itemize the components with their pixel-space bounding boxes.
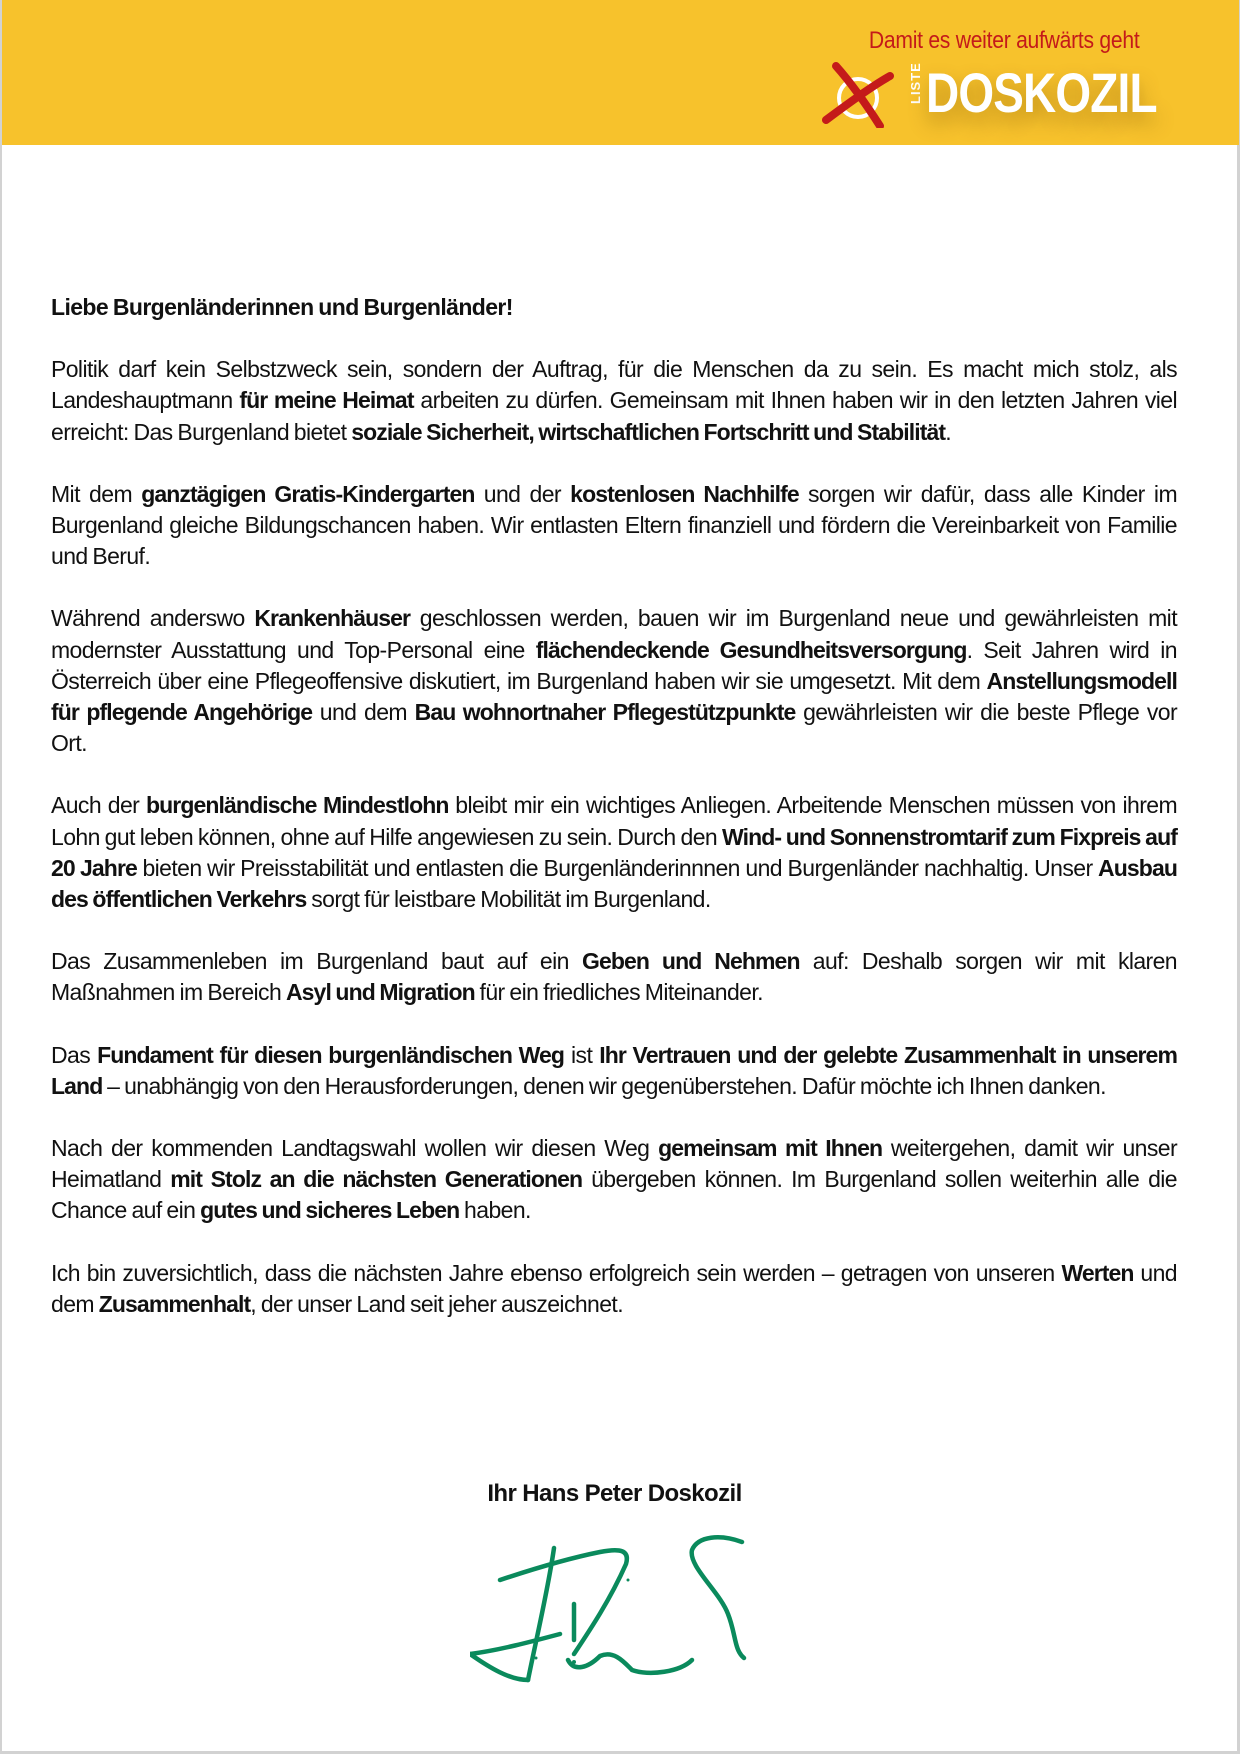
emphasized-text: für meine Heimat: [239, 387, 414, 414]
body-text: übergeben können. Im Burgenland sollen weiterhin alle die Chance auf ein: [51, 1166, 1177, 1224]
body-text: .: [945, 418, 951, 445]
letter-paragraph: [51, 790, 1177, 915]
body-text: haben.: [459, 1197, 531, 1224]
body-text: und dem: [51, 1259, 1177, 1317]
body-text: sorgen wir dafür, dass alle Kinder im Burgenland gleiche Bildungschancen haben. Wir entlasten Eltern finanziell und fördern die Vereinbarkeit von Familie und Beruf.: [51, 480, 1177, 570]
letter-paragraph: [51, 479, 1177, 573]
body-text: Das Zusammenleben im Burgenland baut auf ein: [51, 948, 582, 975]
body-text: – unabhängig von den Herausforderungen, denen wir gegenüberstehen. Dafür möchte ich Ihnen danken.: [102, 1072, 1106, 1099]
body-text: ist: [564, 1041, 600, 1068]
emphasized-text: ganztägigen Gratis-Kindergarten: [141, 480, 475, 507]
body-text: gewährleisten wir die beste Pflege vor Ort.: [51, 699, 1177, 757]
body-text: und der: [474, 480, 571, 507]
logo-prefix: LISTE: [908, 62, 923, 104]
body-text: Mit dem: [51, 480, 142, 507]
logo-name: DOSKOZIL: [926, 61, 1157, 124]
body-text: Auch der: [51, 792, 146, 819]
emphasized-text: Wind- und Sonnenstromtarif zum Fixpreis auf 20 Jahre: [51, 823, 1177, 881]
body-text: geschlossen werden, bauen wir im Burgenland neue und gewährleisten mit modernster Ausstattung und Top-Personal eine: [51, 605, 1177, 663]
header-banner: [2, 0, 1239, 145]
emphasized-text: burgenländische Mindestlohn: [146, 792, 449, 819]
emphasized-text: Anstellungsmodell für pflegende Angehörige: [51, 667, 1177, 726]
body-text: Ich bin zuversichtlich, dass die nächsten Jahre ebenso erfolgreich sein werden – getragen von unseren: [51, 1259, 1062, 1286]
emphasized-text: mit Stolz an die nächsten Generationen: [170, 1166, 583, 1193]
letter-paragraph: [51, 946, 1177, 1008]
emphasized-text: kostenlosen Nachhilfe: [570, 480, 799, 507]
body-text: , der unser Land seit jeher auszeichnet.: [250, 1290, 623, 1317]
ballot-cross-icon: [822, 62, 898, 128]
body-text: auf: Deshalb sorgen wir mit klaren Maßnahmen im Bereich: [51, 948, 1177, 1006]
body-text: . Seit Jahren wird in Österreich über eine Pflegeoffensive diskutiert, im Burgenland haben wir sie umgesetzt. Mit dem: [51, 636, 1177, 694]
body-text: bieten wir Preisstabilität und entlasten die Burgenländerinnnen und Burgenländer nachhaltig. Unser: [136, 854, 1099, 881]
emphasized-text: Krankenhäuser: [254, 605, 411, 632]
letter-paragraph: [51, 1040, 1177, 1102]
letter-paragraph: [51, 354, 1177, 448]
emphasized-text: soziale Sicherheit, wirtschaftlichen Fortschritt und Stabilität: [351, 418, 946, 445]
letter-paragraph: [51, 603, 1177, 759]
body-text: bleibt mir ein wichtiges Anliegen. Arbeitende Menschen müssen von ihrem Lohn gut leben können, ohne auf Hilfe angewiesen zu sein. Durch den: [51, 792, 1178, 850]
emphasized-text: Asyl und Migration: [285, 979, 475, 1006]
body-text: arbeiten zu dürfen. Gemeinsam mit Ihnen haben wir in den letzten Jahren viel erreicht: Das Burgenland bietet: [51, 387, 1177, 445]
emphasized-text: Geben und Nehmen: [581, 948, 800, 975]
emphasized-text: flächendeckende Gesundheitsversorgung: [535, 636, 967, 663]
emphasized-text: Bau wohnortnaher Pflegestützpunkte: [414, 699, 796, 726]
emphasized-text: Ausbau des öffentlichen Verkehrs: [51, 854, 1177, 913]
body-text: sorgt für leistbare Mobilität im Burgenland.: [306, 886, 711, 913]
body-text: für ein friedliches Miteinander.: [474, 979, 763, 1006]
party-logo: [822, 62, 1162, 126]
body-text: Das: [51, 1041, 98, 1068]
campaign-tagline: Damit es weiter aufwärts geht: [868, 27, 1139, 54]
letter-paragraphs: [51, 354, 1177, 1320]
body-text: weitergehen, damit wir unser Heimatland: [51, 1135, 1177, 1193]
letter-greeting: Liebe Burgenländerinnen und Burgenländer!: [51, 294, 513, 320]
emphasized-text: gutes und sicheres Leben: [200, 1197, 460, 1224]
letter-paragraph: [51, 1258, 1177, 1320]
emphasized-text: Zusammenhalt: [98, 1290, 251, 1317]
body-text: Nach der kommenden Landtagswahl wollen wir diesen Weg: [51, 1135, 659, 1162]
emphasized-text: Werten: [1061, 1259, 1134, 1286]
letter-closing: Ihr Hans Peter Doskozil: [487, 1480, 742, 1507]
body-text: Politik darf kein Selbstzweck sein, sondern der Auftrag, für die Menschen da zu sein. Es macht mich stolz, als Landeshauptmann: [51, 356, 1177, 414]
emphasized-text: Fundament für diesen burgenländischen Weg: [97, 1041, 565, 1068]
emphasized-text: Ihr Vertrauen und der gelebte Zusammenhalt in unserem Land: [51, 1041, 1177, 1099]
body-text: Während anderswo: [51, 605, 255, 632]
body-text: und dem: [312, 699, 415, 726]
emphasized-text: gemeinsam mit Ihnen: [658, 1135, 883, 1162]
letter-body: [51, 292, 1177, 1351]
letter-paragraph: [51, 1133, 1177, 1227]
handwritten-signature-icon: [470, 1530, 780, 1710]
